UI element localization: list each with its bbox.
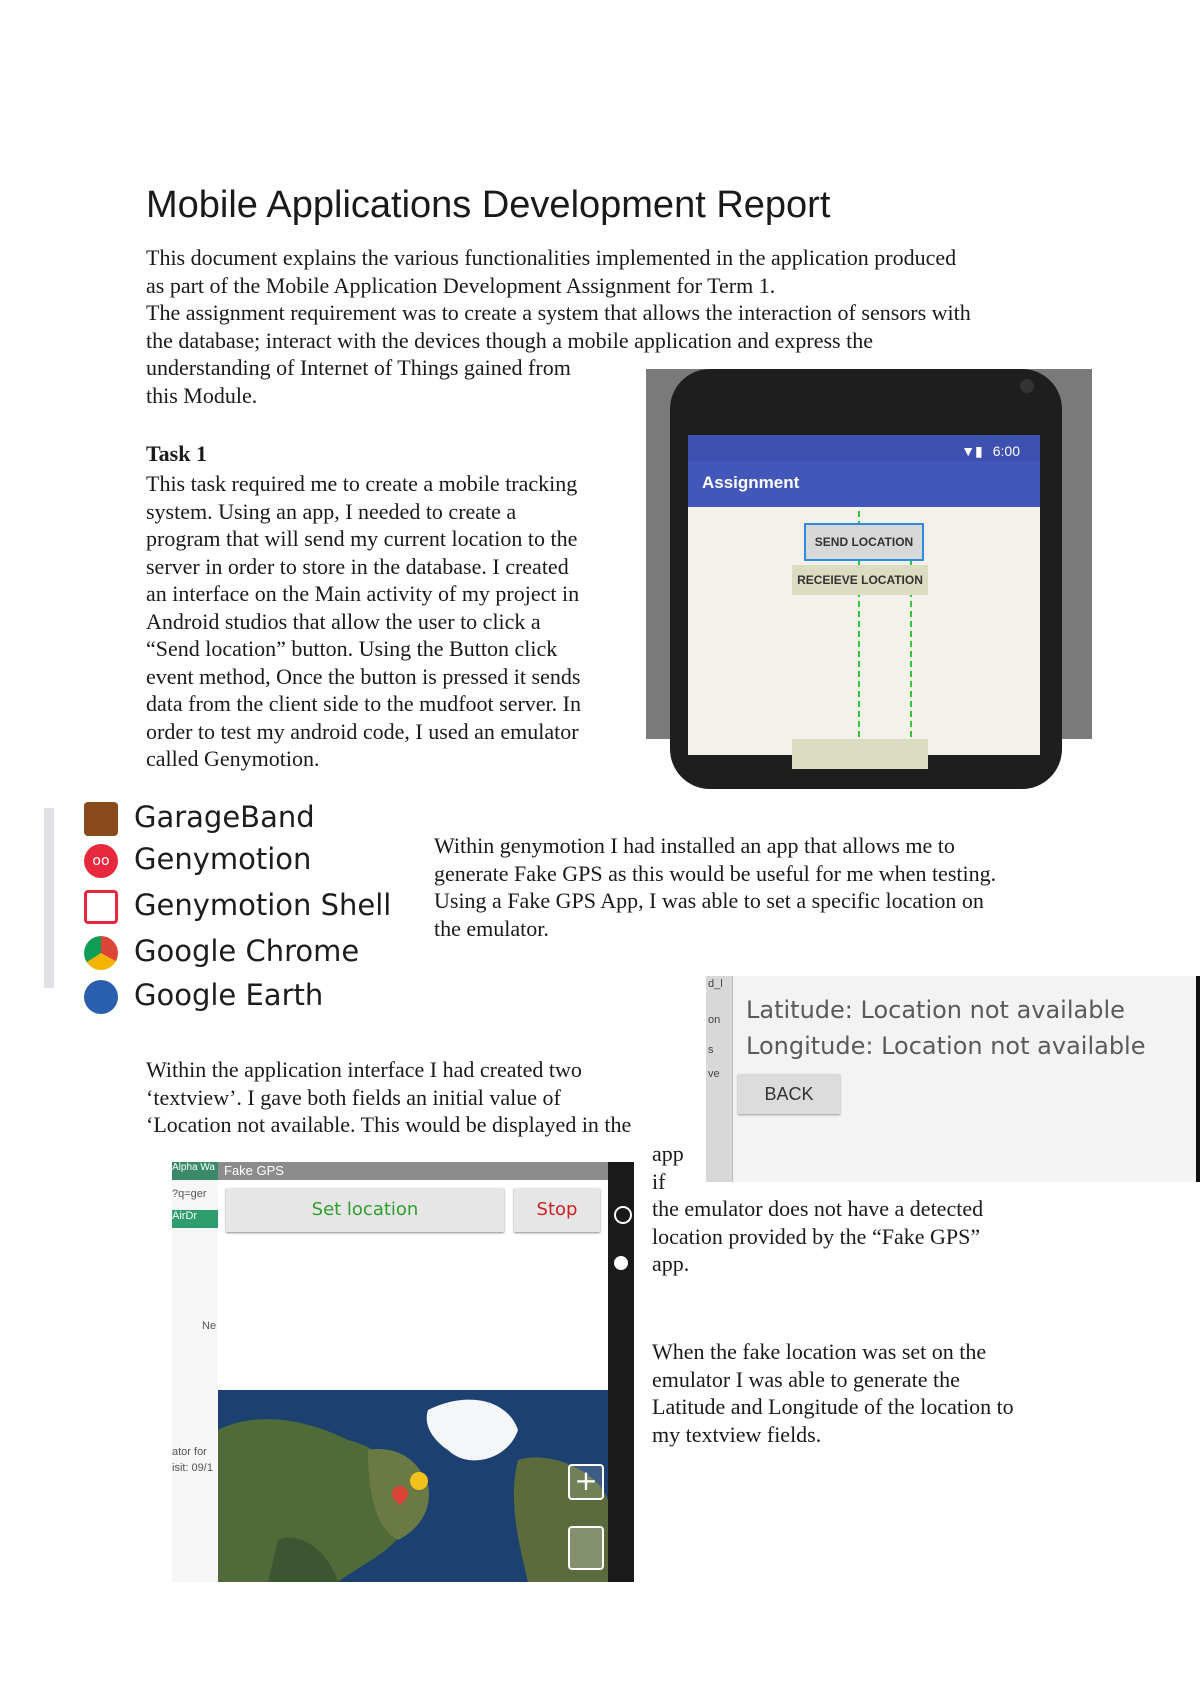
strip-label: d_l (708, 978, 723, 990)
app-bar (688, 461, 1040, 507)
text-line: generate Fake GPS as this would be useful for me when testing. (434, 860, 997, 886)
text-line: Using a Fake GPS App, I was able to set a specific location on (434, 888, 984, 913)
person-marker-icon (410, 1472, 428, 1490)
wifi-battery-icon: ▼▮ (961, 443, 983, 459)
text-line: the emulator does not have a detected (652, 1196, 984, 1221)
stop-button[interactable]: Stop (514, 1188, 600, 1232)
strip-label: ve (708, 1068, 720, 1080)
text-line: this Module. (146, 382, 258, 408)
phone-screenshot (646, 369, 1092, 739)
camera-icon (1020, 379, 1034, 393)
status-bar (688, 435, 1040, 461)
back-button[interactable]: BACK (738, 1074, 840, 1114)
app-item[interactable] (84, 978, 323, 1018)
app-item[interactable] (84, 842, 311, 882)
genymotion-icon: oo (84, 844, 118, 878)
app-name: Google Chrome (134, 934, 360, 968)
strip-label: ?q=ger (172, 1188, 207, 1200)
text-line: ‘textview’. I gave both fields an initial value of (146, 1084, 561, 1110)
longitude-textview: Longitude: Location not available (746, 1032, 1146, 1060)
app-name: Genymotion Shell (134, 888, 392, 922)
task-heading: Task 1 (146, 441, 207, 466)
app-name: Genymotion (134, 842, 312, 876)
text-line: This document explains the various functionalities implemented in the application produced (146, 245, 957, 270)
set-location-button[interactable]: Set location (226, 1188, 504, 1232)
text-line: server in order to store in the database. I created (146, 553, 569, 579)
chrome-icon (84, 936, 118, 970)
send-location-button[interactable]: SEND LOCATION (804, 523, 924, 561)
text-line: if (652, 1168, 666, 1194)
text-line: This task required me to create a mobile tracking (146, 471, 578, 496)
strip-label: ator for (172, 1446, 207, 1458)
genymotion-shell-icon (84, 890, 118, 924)
emulator-sidebar (608, 1162, 634, 1582)
browser-strip (172, 1162, 218, 1582)
text-line: Android studios that allow the user to click a (146, 608, 541, 634)
app-item[interactable] (84, 934, 359, 974)
camera-icon[interactable] (614, 1256, 628, 1270)
text-line: an interface on the Main activity of my project in (146, 581, 580, 606)
text-line: program that will send my current location to the (146, 526, 578, 551)
text-line: as part of the Mobile Application Development Assignment for Term 1. (146, 272, 776, 298)
text-line: app. (652, 1251, 690, 1276)
window-title: Fake GPS (224, 1163, 284, 1178)
text-line: location provided by the “Fake GPS” (652, 1223, 981, 1249)
strip-label: on (708, 1014, 721, 1026)
text-line: event method, Once the button is pressed it sends (146, 663, 581, 689)
text-line: Latitude and Longitude of the location to (652, 1394, 1014, 1419)
text-line: When the fake location was set on the (652, 1339, 987, 1364)
page-title: Mobile Applications Development Report (146, 184, 831, 226)
text-line: Within genymotion I had installed an app that allows me to (434, 833, 955, 858)
app-item[interactable] (84, 800, 315, 840)
status-time: 6:00 (992, 443, 1020, 459)
strip-label: s (708, 1044, 714, 1056)
strip-label: isit: 09/1 (172, 1462, 213, 1474)
map-layer-icon[interactable] (568, 1526, 604, 1570)
zoom-in-icon[interactable]: + (568, 1464, 604, 1500)
latitude-textview: Latitude: Location not available (746, 996, 1125, 1024)
text-line: emulator I was able to generate the (652, 1366, 960, 1392)
gps-icon[interactable] (614, 1206, 632, 1224)
app-name: Google Earth (134, 978, 324, 1012)
apps-list-screenshot (44, 800, 408, 1012)
final-paragraph (652, 1338, 1014, 1448)
text-line: ‘Location not available. This would be displayed in the (146, 1112, 632, 1137)
strip-label: Alpha Wa (172, 1162, 218, 1180)
strip-label: AirDr (172, 1210, 218, 1228)
text-line: the emulator. (434, 915, 549, 941)
text-line: understanding of Internet of Things gained from (146, 355, 571, 380)
text-line: my textview fields. (652, 1421, 822, 1447)
fake-gps-screenshot (172, 1162, 634, 1582)
strip-label: Ne (202, 1320, 217, 1332)
text-line: called Genymotion. (146, 746, 320, 771)
text-line: order to test my android code, I used an emulator (146, 718, 579, 744)
third-button[interactable] (792, 739, 928, 769)
text-line: Within the application interface I had created two (146, 1057, 582, 1082)
text-line: data from the client side to the mudfoot server. In (146, 691, 581, 716)
text-line: “Send location” button. Using the Button click (146, 636, 558, 661)
window-titlebar (218, 1162, 608, 1180)
text-line: app (652, 1141, 684, 1166)
garageband-icon (84, 802, 118, 836)
text-line: The assignment requirement was to create a system that allows the interaction of sensors with (146, 300, 971, 325)
app-title: Assignment (702, 473, 800, 492)
text-line: system. Using an app, I needed to create a (146, 498, 517, 524)
world-map[interactable] (218, 1390, 608, 1582)
textview-paragraph (146, 1056, 631, 1139)
text-line: the database; interact with the devices though a mobile application and express the (146, 327, 873, 353)
app-item[interactable] (84, 888, 391, 928)
google-earth-icon (84, 980, 118, 1014)
task-paragraph (146, 470, 581, 773)
app-name: GarageBand (134, 800, 315, 834)
receive-location-button[interactable]: RECEIEVE LOCATION (792, 565, 928, 595)
genymotion-paragraph (434, 832, 996, 942)
fake-gps-app (218, 1180, 608, 1582)
textview-paragraph-tail (652, 1140, 983, 1278)
phone-screen (688, 435, 1040, 755)
